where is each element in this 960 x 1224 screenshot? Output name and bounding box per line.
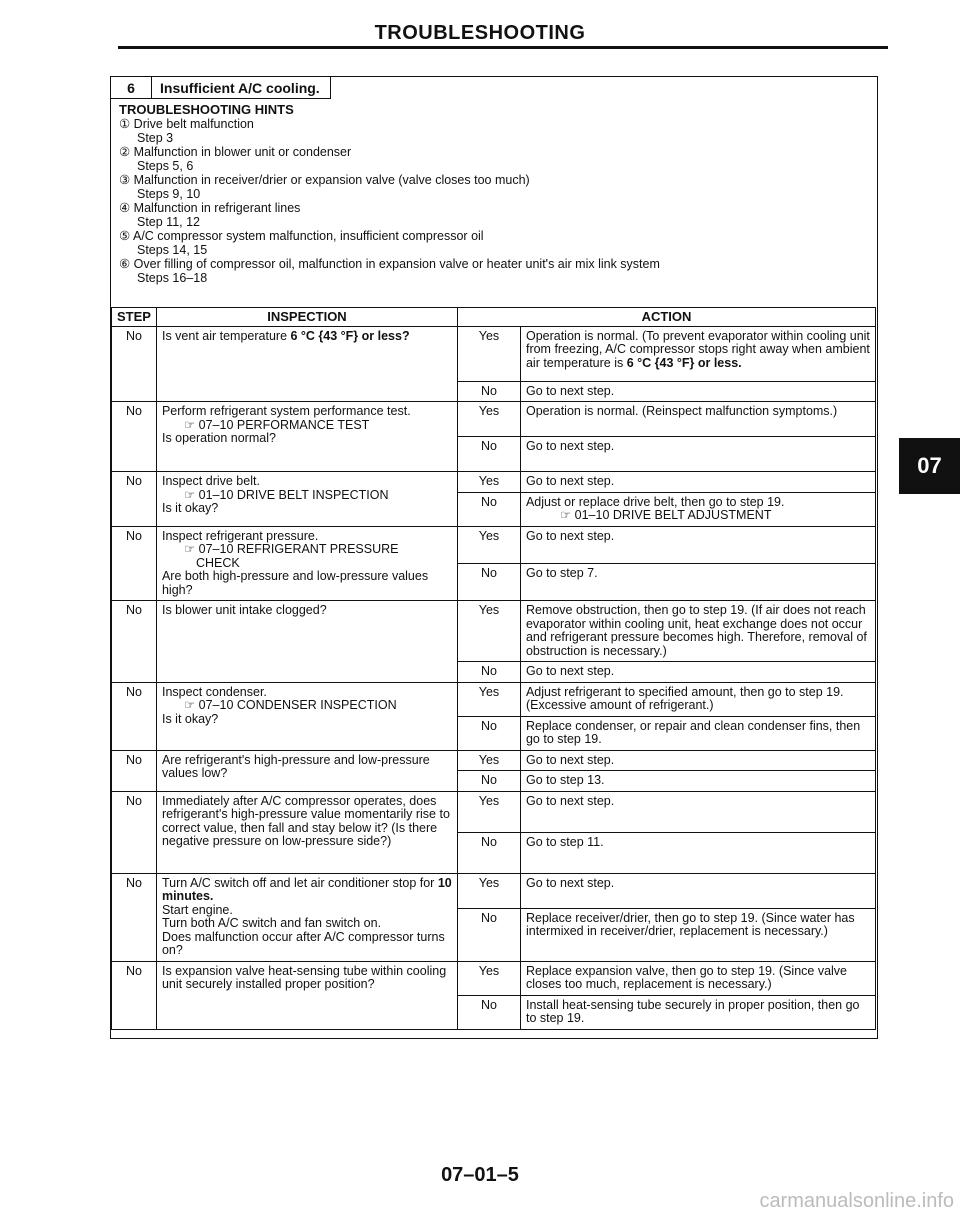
step-number: No (112, 601, 157, 683)
result-no: No (457, 563, 520, 600)
table-row (112, 472, 876, 493)
action-text: Go to next step. (520, 381, 875, 402)
action-text: Go to next step. (520, 873, 875, 908)
step-number: No (112, 791, 157, 873)
action-text: Go to next step. (520, 526, 875, 563)
table-row (112, 526, 876, 563)
step-number: No (112, 682, 157, 750)
result-no: No (457, 381, 520, 402)
hint-item: ② Malfunction in blower unit or condenser Steps 5, 6 (119, 145, 352, 173)
hint-item: ③ Malfunction in receiver/drier or expansion valve (valve closes too much) Steps 9, 10 (119, 173, 530, 201)
result-yes: Yes (457, 873, 520, 908)
table-row (112, 750, 876, 771)
step-number: No (112, 402, 157, 472)
step-inspection: Perform refrigerant system performance test. ☞ 07–10 PERFORMANCE TEST Is operation normal? (156, 402, 457, 472)
action-text: Replace condenser, or repair and clean condenser fins, then go to step 19. (520, 716, 875, 750)
result-yes: Yes (457, 402, 520, 437)
action-text: Go to next step. (520, 662, 875, 683)
col-header-action: ACTION (457, 308, 875, 327)
header-rule (118, 46, 888, 49)
result-no: No (457, 492, 520, 526)
action-text: Go to step 11. (520, 832, 875, 873)
inspection-table (111, 307, 876, 1030)
step-number: No (112, 873, 157, 961)
result-no: No (457, 995, 520, 1029)
table-row (112, 791, 876, 832)
action-text: Install heat-sensing tube securely in proper position, then go to step 19. (520, 995, 875, 1029)
col-header-inspection: INSPECTION (156, 308, 457, 327)
result-yes: Yes (457, 682, 520, 716)
action-text: Replace receiver/drier, then go to step 19. (Since water has intermixed in receiver/drier, replacement is necessary.) (520, 908, 875, 961)
result-yes: Yes (457, 326, 520, 381)
hint-item: ④ Malfunction in refrigerant lines Step 11, 12 (119, 201, 301, 229)
action-text: Go to step 7. (520, 563, 875, 600)
step-inspection: Turn A/C switch off and let air conditioner stop for 10 minutes. Start engine. Turn both A/C switch and fan switch on. Does malfunction occur after A/C compressor turns on? (156, 873, 457, 961)
step-number: No (112, 326, 157, 402)
hint-item: ① Drive belt malfunction Step 3 (119, 117, 254, 145)
action-text: Go to next step. (520, 472, 875, 493)
table-row (112, 682, 876, 716)
action-text: Go to step 13. (520, 771, 875, 792)
step-number: No (112, 472, 157, 527)
troubleshooting-hints (119, 103, 869, 285)
table-row (112, 601, 876, 662)
procedure-frame (110, 76, 878, 1039)
page-number: 07–01–5 (441, 1164, 519, 1186)
section-tab: 07 (899, 438, 960, 494)
step-number: No (112, 750, 157, 791)
step-inspection: Are refrigerant's high-pressure and low-pressure values low? (156, 750, 457, 791)
table-header-row (112, 308, 876, 327)
action-text: Replace expansion valve, then go to step 19. (Since valve closes too much, replacement is necessary.) (520, 961, 875, 995)
table-row (112, 961, 876, 995)
step-number: No (112, 526, 157, 601)
action-text: Go to next step. (520, 437, 875, 472)
step-inspection: Inspect drive belt. ☞ 01–10 DRIVE BELT INSPECTION Is it okay? (156, 472, 457, 527)
result-no: No (457, 662, 520, 683)
result-yes: Yes (457, 526, 520, 563)
table-row (112, 402, 876, 437)
action-text: Operation is normal. (Reinspect malfunction symptoms.) (520, 402, 875, 437)
result-yes: Yes (457, 791, 520, 832)
page-header-title: TROUBLESHOOTING (374, 22, 586, 44)
procedure-number: 6 (111, 77, 152, 98)
result-yes: Yes (457, 961, 520, 995)
action-text: Go to next step. (520, 750, 875, 771)
action-text: Go to next step. (520, 791, 875, 832)
step-inspection: Immediately after A/C compressor operates, does refrigerant's high-pressure value momentarily rise to correct value, then fall and stay below it? (Is there negative pressure on low-pressure side?) (156, 791, 457, 873)
action-text: Adjust refrigerant to specified amount, then go to step 19. (Excessive amount of refrigerant.) (520, 682, 875, 716)
action-text: Operation is normal. (To prevent evaporator within cooling unit from freezing, A/C compressor stops right away when ambient air temperature is 6 °C {43 °F} or less. (520, 326, 875, 381)
col-header-step: STEP (112, 308, 157, 327)
result-no: No (457, 437, 520, 472)
watermark: carmanualsonline.info (759, 1190, 954, 1212)
step-inspection: Inspect refrigerant pressure. ☞ 07–10 REFRIGERANT PRESSURE CHECK Are both high-pressure and low-pressure values high? (156, 526, 457, 601)
result-yes: Yes (457, 601, 520, 662)
procedure-title: Insufficient A/C cooling. (160, 79, 320, 96)
procedure-title-bar (111, 77, 331, 99)
result-no: No (457, 832, 520, 873)
result-no: No (457, 716, 520, 750)
result-yes: Yes (457, 750, 520, 771)
result-no: No (457, 771, 520, 792)
step-inspection: Inspect condenser. ☞ 07–10 CONDENSER INSPECTION Is it okay? (156, 682, 457, 750)
action-text: Adjust or replace drive belt, then go to step 19. ☞ 01–10 DRIVE BELT ADJUSTMENT (520, 492, 875, 526)
table-row (112, 326, 876, 381)
hints-heading: TROUBLESHOOTING HINTS (119, 102, 294, 117)
step-inspection: Is vent air temperature 6 °C {43 °F} or less? (156, 326, 457, 402)
result-no: No (457, 908, 520, 961)
step-inspection: Is expansion valve heat-sensing tube within cooling unit securely installed proper position? (156, 961, 457, 1029)
action-text: Remove obstruction, then go to step 19. (If air does not reach evaporator within cooling unit, heat exchange does not occur and refrigerant pressure becomes high. Therefore, removal of obstruction is necessary.) (520, 601, 875, 662)
step-number: No (112, 961, 157, 1029)
hint-item: ⑤ A/C compressor system malfunction, insufficient compressor oil Steps 14, 15 (119, 229, 484, 257)
result-yes: Yes (457, 472, 520, 493)
hint-item: ⑥ Over filling of compressor oil, malfunction in expansion valve or heater unit's air mix link system Steps 16–18 (119, 257, 660, 285)
step-inspection: Is blower unit intake clogged? (156, 601, 457, 683)
table-row (112, 873, 876, 908)
